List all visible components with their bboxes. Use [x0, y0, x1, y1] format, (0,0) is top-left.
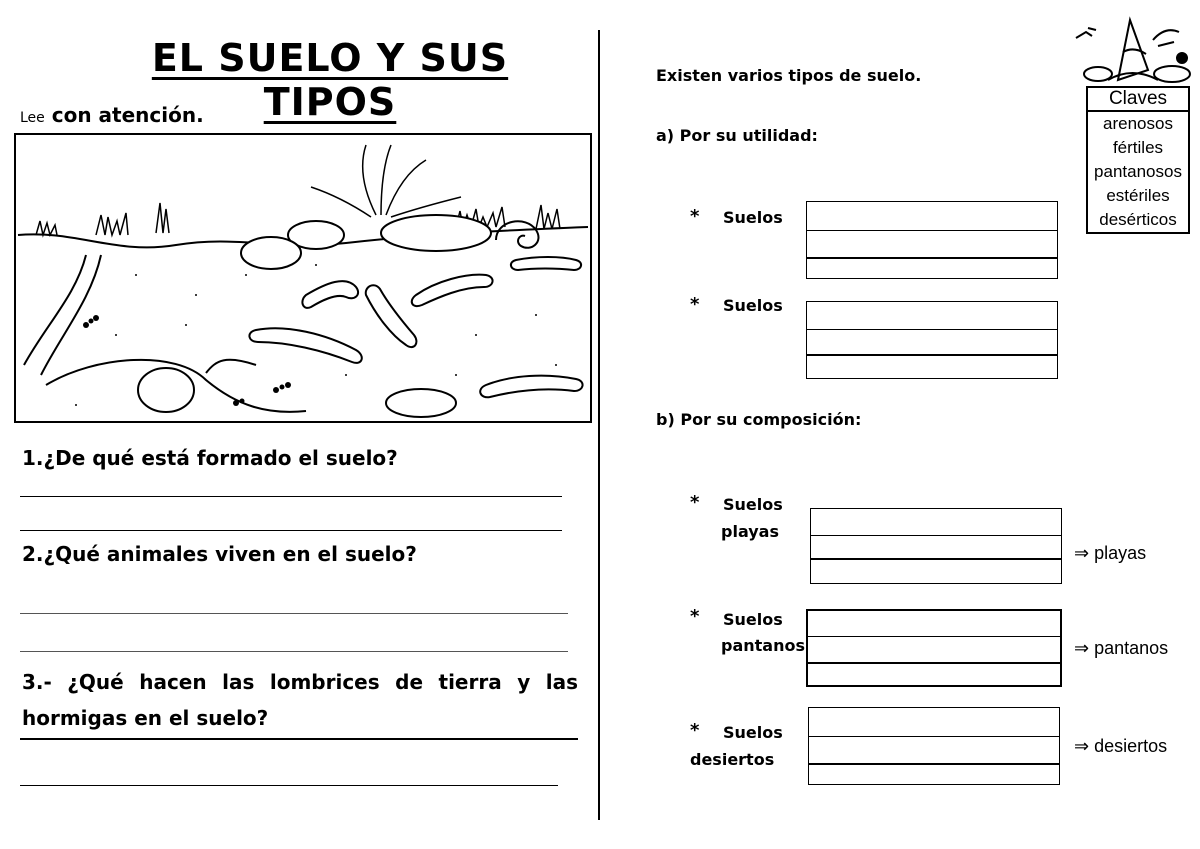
- claves-item: estériles: [1106, 186, 1170, 205]
- answer-line[interactable]: [20, 530, 562, 531]
- answer-box[interactable]: [808, 707, 1060, 785]
- arrow-label: ⇒ desiertos: [1074, 736, 1168, 756]
- suelos-type-label: desiertos: [690, 750, 775, 769]
- answer-box[interactable]: [806, 301, 1058, 379]
- question-2: 2.¿Qué animales viven en el suelo?: [22, 542, 417, 566]
- soil-illustration: [14, 133, 592, 423]
- bullet-star: *: [690, 606, 700, 627]
- types-intro: Existen varios tipos de suelo.: [656, 66, 922, 85]
- suelos-label: Suelos: [723, 296, 783, 315]
- arrow-label: ⇒ pantanos: [1074, 638, 1169, 658]
- column-divider: [598, 30, 600, 820]
- claves-item: desérticos: [1099, 210, 1177, 229]
- page-title: EL SUELO Y SUS TIPOS: [151, 36, 509, 124]
- question-3: 3.- ¿Qué hacen las lombrices de tierra y las hormigas en el suelo?: [22, 670, 578, 730]
- suelos-label: Suelos: [723, 723, 783, 742]
- section-a-heading: a) Por su utilidad:: [656, 126, 818, 145]
- instruction-text: con atención.: [51, 103, 204, 127]
- soil-drawing: [16, 135, 590, 421]
- arrow-label: ⇒ playas: [1074, 543, 1147, 563]
- claves-item: pantanosos: [1094, 162, 1182, 181]
- bullet-star: *: [690, 206, 700, 227]
- wizard-clipart: [1068, 10, 1196, 88]
- answer-line[interactable]: [20, 651, 568, 652]
- section-b-heading: b) Por su composición:: [656, 410, 862, 429]
- instruction: [20, 103, 204, 127]
- answer-box[interactable]: [810, 508, 1062, 584]
- bullet-star: *: [690, 294, 700, 315]
- suelos-label: Suelos: [723, 495, 783, 514]
- suelos-type-label: pantanos: [721, 636, 805, 655]
- claves-item: fértiles: [1112, 138, 1164, 157]
- bullet-star: *: [690, 492, 700, 513]
- answer-box[interactable]: [806, 201, 1058, 279]
- answer-line[interactable]: [20, 613, 568, 614]
- claves-item: arenosos: [1103, 114, 1173, 133]
- answer-line[interactable]: [20, 496, 562, 497]
- bullet-star: *: [690, 720, 700, 741]
- suelos-type-label: playas: [721, 522, 779, 541]
- claves-header: Claves: [1088, 88, 1188, 112]
- suelos-label: Suelos: [723, 208, 783, 227]
- answer-line[interactable]: [20, 785, 558, 786]
- instruction-prefix: Lee: [20, 110, 45, 126]
- claves-box: [1086, 86, 1190, 234]
- answer-line[interactable]: [20, 738, 578, 740]
- question-1: 1.¿De qué está formado el suelo?: [22, 446, 398, 470]
- answer-box[interactable]: [806, 609, 1062, 687]
- suelos-label: Suelos: [723, 610, 783, 629]
